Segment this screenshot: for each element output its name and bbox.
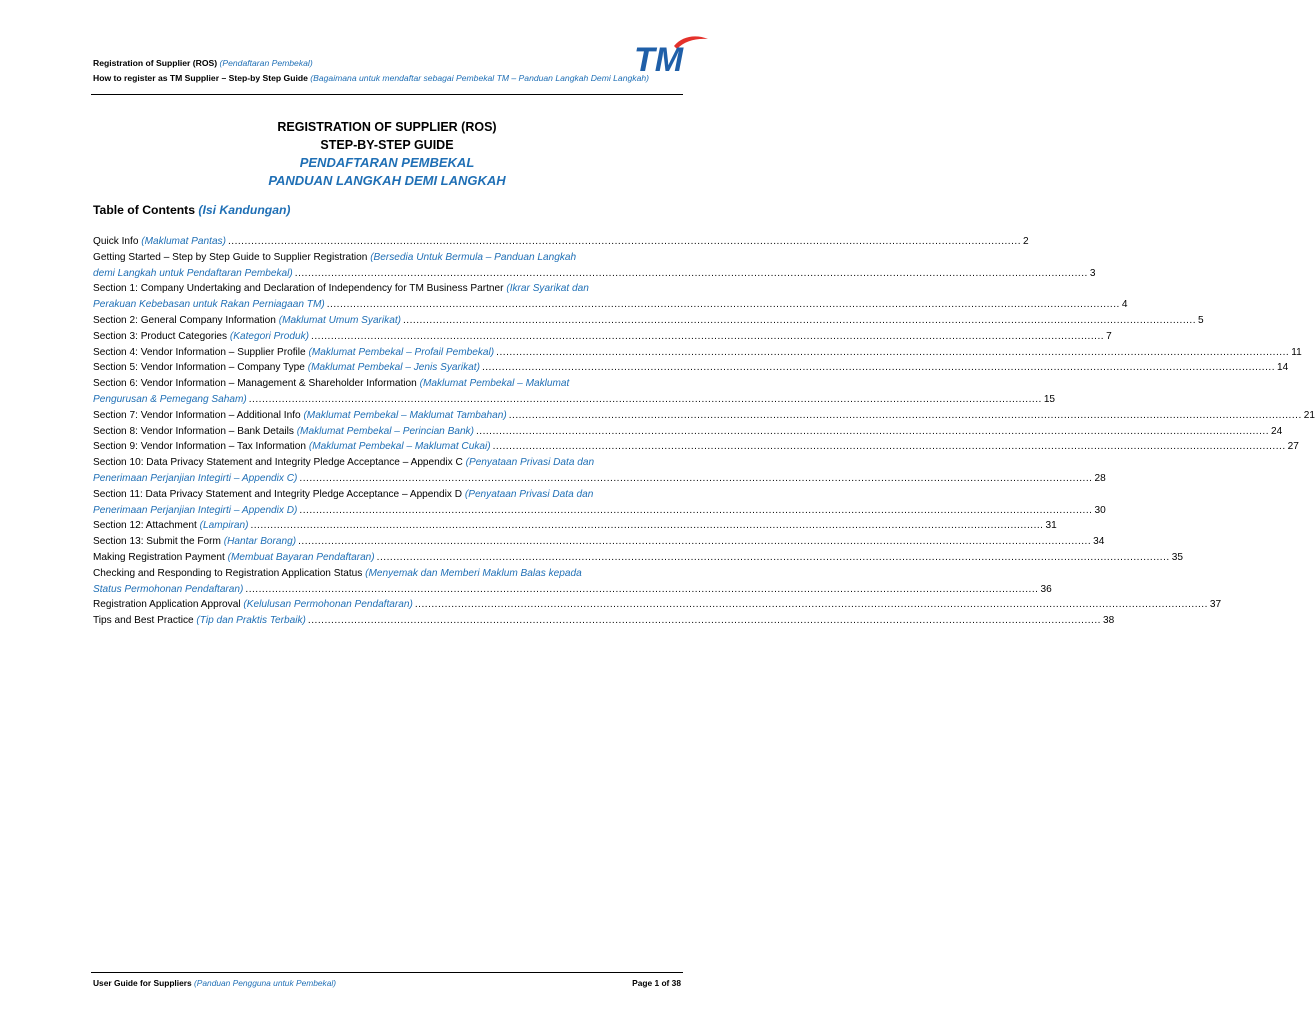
- footer-divider: [91, 972, 683, 973]
- toc-entry-label: [93, 345, 494, 361]
- toc-entry-line: [93, 582, 1052, 598]
- page-header: [93, 56, 653, 86]
- toc-page-number: 24: [1271, 425, 1283, 437]
- toc-entry[interactable]: [93, 518, 1057, 534]
- toc-entry-title-malay: Status Permohonan Pendaftaran): [93, 583, 244, 595]
- toc-entry-title-malay: (Hantar Borang): [223, 536, 297, 548]
- toc-entry-line: [93, 613, 1115, 629]
- header-doc-title-malay: (Pendaftaran Pembekal): [219, 58, 313, 68]
- toc-entry-title: Section 6: Vendor Information – Management & Shareholder Information: [93, 378, 417, 390]
- toc-entry-label: [93, 329, 309, 345]
- toc-leader-dots: [509, 408, 1302, 424]
- toc-entry-label: [93, 424, 474, 440]
- toc-entry-label: [93, 471, 297, 487]
- toc-entry-title-malay: (Maklumat Pembekal – Perincian Bank): [296, 425, 474, 437]
- toc-entry-line: [93, 597, 1222, 613]
- toc-entry-title: Section 3: Product Categories: [93, 330, 228, 342]
- toc-leader-dots: [493, 439, 1286, 455]
- toc-entry-title-malay: (Maklumat Pembekal – Profail Pembekal): [308, 346, 495, 358]
- toc-entry[interactable]: [93, 597, 1222, 613]
- toc-entry[interactable]: [93, 455, 1106, 487]
- toc-entry-line: [93, 234, 1029, 250]
- toc-entry-label: [93, 503, 297, 519]
- toc-page-number: 35: [1171, 551, 1183, 563]
- toc-entry[interactable]: [93, 376, 1056, 408]
- toc-entry[interactable]: [93, 534, 1105, 550]
- toc-entry-label: [93, 518, 248, 534]
- title-malay-1: PENDAFTARAN PEMBEKAL: [299, 155, 475, 170]
- page-footer: [93, 978, 681, 988]
- toc-entry-label: [93, 534, 296, 550]
- toc-entry-title-malay: (Maklumat Pembekal – Maklumat: [419, 378, 570, 390]
- toc-entry-title-malay: Penerimaan Perjanjian Integirti – Appendix C): [93, 472, 298, 484]
- toc-entry-title-malay: Penerimaan Perjanjian Integirti – Appendix D): [93, 504, 298, 516]
- toc-entry-label: [93, 550, 375, 566]
- toc-leader-dots: [482, 360, 1275, 376]
- toc-entry[interactable]: [93, 345, 1302, 361]
- toc-entry-title-malay: (Lampiran): [199, 520, 249, 532]
- toc-entry-title-malay: (Kategori Produk): [229, 330, 310, 342]
- toc-page-number: 14: [1277, 362, 1289, 374]
- toc-leader-dots: [245, 582, 1038, 598]
- toc-entry-title: Section 11: Data Privacy Statement and Integrity Pledge Acceptance – Appendix D: [93, 488, 463, 500]
- toc-entry[interactable]: [93, 613, 1115, 629]
- title-english-2: STEP-BY-STEP GUIDE: [320, 138, 454, 152]
- toc-heading-text: Table of Contents: [93, 203, 196, 217]
- document-titles: [91, 118, 683, 190]
- toc-leader-dots: [327, 297, 1120, 313]
- toc-page-number: 11: [1291, 346, 1302, 358]
- toc-entry[interactable]: [93, 487, 1106, 519]
- toc-entry-line: [93, 313, 1204, 329]
- toc-entry-title-malay: (Menyemak dan Memberi Maklum Balas kepada: [365, 567, 582, 579]
- toc-entry-title-malay: Pengurusan & Pemegang Saham): [93, 393, 247, 405]
- toc-entry-title: Section 9: Vendor Information – Tax Information: [93, 441, 307, 453]
- toc-page-number: 27: [1287, 441, 1299, 453]
- toc-entry-title-malay: (Ikrar Syarikat dan: [506, 283, 589, 295]
- toc-page-number: 4: [1121, 299, 1128, 311]
- toc-page-number: 28: [1094, 472, 1106, 484]
- toc-page-number: 2: [1023, 236, 1029, 247]
- toc-page-number: 7: [1106, 330, 1112, 342]
- toc-entry-title-malay: (Maklumat Pembekal – Maklumat Cukai): [308, 441, 491, 453]
- toc-entry-line: [93, 360, 1289, 376]
- toc-entry[interactable]: [93, 281, 1128, 313]
- toc-entry[interactable]: [93, 313, 1204, 329]
- header-doc-subtitle-malay: (Bagaimana untuk mendaftar sebagai Pembekal TM – Panduan Langkah Demi Langkah): [310, 73, 649, 83]
- toc-entry-title-malay: (Maklumat Pantas): [141, 236, 226, 247]
- header-divider: [91, 94, 683, 95]
- toc-entry[interactable]: [93, 360, 1289, 376]
- toc-entry-label: [93, 597, 413, 613]
- toc-entry-title-malay: (Tip dan Praktis Terbaik): [196, 615, 306, 627]
- toc-entry-line: [93, 471, 1106, 487]
- toc-leader-dots: [308, 613, 1101, 629]
- toc-entry-line: [93, 550, 1183, 566]
- toc-entry-title: Tips and Best Practice: [93, 615, 194, 627]
- toc-entry-label: [93, 582, 243, 598]
- header-line-1: [93, 56, 653, 71]
- toc-entry-label: [93, 613, 306, 629]
- toc-entry[interactable]: [93, 550, 1183, 566]
- toc-entry[interactable]: [93, 408, 1315, 424]
- toc-entry-title-malay: (Penyataan Privasi Data dan: [465, 457, 595, 469]
- header-doc-title: Registration of Supplier (ROS): [93, 58, 218, 68]
- toc-entry-first-line: [93, 455, 669, 471]
- toc-page-number: 36: [1040, 583, 1052, 595]
- toc-leader-dots: [415, 597, 1208, 613]
- toc-entry-title: Section 5: Vendor Information – Company Type: [93, 362, 305, 374]
- toc-entry-title: Getting Started – Step by Step Guide to Supplier Registration: [93, 251, 368, 263]
- toc-entry-line: [93, 297, 1128, 313]
- toc-leader-dots: [250, 518, 1043, 534]
- footer-guide-title: User Guide for Suppliers: [93, 978, 192, 988]
- toc-entry-title: Section 8: Vendor Information – Bank Details: [93, 425, 294, 437]
- toc-entry[interactable]: [93, 234, 1029, 250]
- footer-page-number: Page 1 of 38: [632, 978, 681, 988]
- toc-entry-line: [93, 266, 1096, 282]
- toc-entry-label: [93, 408, 507, 424]
- toc-heading: [93, 203, 291, 217]
- toc-entry-title: Making Registration Payment: [93, 551, 225, 563]
- toc-page-number: 34: [1093, 536, 1105, 548]
- toc-entry-label: [93, 313, 401, 329]
- toc-entry-line: [93, 424, 1283, 440]
- toc-leader-dots: [311, 329, 1104, 345]
- toc-heading-malay: (Isi Kandungan): [198, 203, 291, 217]
- toc-entry-title: Section 4: Vendor Information – Supplier Profile: [93, 346, 306, 358]
- toc-entry-label: [93, 266, 293, 282]
- toc-entry-title-malay: Perakuan Kebebasan untuk Rakan Perniagaan TM): [93, 299, 325, 311]
- toc-page-number: 21: [1303, 409, 1315, 421]
- toc-entry-title: Section 10: Data Privacy Statement and Integrity Pledge Acceptance – Appendix C: [93, 457, 463, 469]
- toc-entry-label: [93, 439, 491, 455]
- toc-entry-line: [93, 534, 1105, 550]
- toc-entry-line: [93, 518, 1057, 534]
- toc-entry[interactable]: [93, 566, 1052, 598]
- toc-entry-title: Quick Info: [93, 236, 139, 247]
- toc-page-number: 15: [1043, 393, 1056, 405]
- toc-entry-line: [93, 408, 1315, 424]
- toc-leader-dots: [299, 471, 1092, 487]
- toc-entry-first-line: [93, 487, 669, 503]
- toc-entry-line: [93, 392, 1056, 408]
- toc-page-number: 38: [1102, 615, 1115, 627]
- tm-logo-text: TM: [634, 41, 684, 79]
- toc-leader-dots: [403, 313, 1196, 329]
- toc-entry-title-malay: (Maklumat Umum Syarikat): [278, 314, 401, 326]
- toc-entry-line: [93, 503, 1106, 519]
- toc-entry[interactable]: [93, 329, 1112, 345]
- toc-entry-title: Section 7: Vendor Information – Additional Info: [93, 409, 301, 421]
- toc-entry-title-malay: (Penyataan Privasi Data dan: [464, 488, 594, 500]
- header-line-2: [93, 71, 653, 86]
- toc-leader-dots: [476, 424, 1269, 440]
- toc-entry-title-malay: (Maklumat Pembekal – Jenis Syarikat): [307, 362, 480, 374]
- toc-entry-title-malay: (Kelulusan Permohonan Pendaftaran): [243, 599, 413, 611]
- toc-entry-title: Section 12: Attachment: [93, 520, 197, 532]
- footer-guide-title-malay: (Panduan Pengguna untuk Pembekal): [194, 978, 337, 988]
- toc-page-number: 31: [1045, 520, 1057, 532]
- toc-entry-label: [93, 392, 247, 408]
- toc-entry-title: Registration Application Approval: [93, 599, 241, 611]
- toc-entry-line: [93, 345, 1302, 361]
- toc-page-number: 30: [1094, 504, 1106, 516]
- toc-entry-title: Checking and Responding to Registration Application Status: [93, 567, 363, 579]
- toc-entry-title-malay: (Bersedia Untuk Bermula – Panduan Langkah: [370, 251, 577, 263]
- toc-entry-label: [93, 297, 325, 313]
- toc-entry-first-line: [93, 376, 669, 392]
- toc-entry-first-line: [93, 250, 669, 266]
- toc-entry[interactable]: [93, 424, 1283, 440]
- toc-entry-first-line: [93, 566, 669, 582]
- toc-entry-line: [93, 439, 1299, 455]
- toc-leader-dots: [377, 550, 1170, 566]
- header-doc-subtitle: How to register as TM Supplier – Step-by Step Guide: [93, 73, 308, 83]
- toc-leader-dots: [249, 392, 1042, 408]
- toc-leader-dots: [228, 234, 1021, 250]
- toc-entry-label: [93, 360, 480, 376]
- toc-entry[interactable]: [93, 250, 1096, 282]
- toc-entry-line: [93, 329, 1112, 345]
- tm-logo: [630, 33, 710, 79]
- title-malay-2: PANDUAN LANGKAH DEMI LANGKAH: [268, 173, 506, 188]
- toc-leader-dots: [295, 266, 1088, 282]
- toc-entry-title: Section 2: General Company Information: [93, 314, 276, 326]
- toc-entry[interactable]: [93, 439, 1299, 455]
- toc-entry-title: Section 13: Submit the Form: [93, 536, 221, 548]
- toc-entry-label: [93, 234, 226, 250]
- table-of-contents: [93, 234, 1315, 629]
- toc-entry-title-malay: (Maklumat Pembekal – Maklumat Tambahan): [303, 409, 507, 421]
- toc-entry-title: Section 1: Company Undertaking and Declaration of Independency for TM Business Partner: [93, 283, 504, 295]
- toc-page-number: 37: [1209, 599, 1222, 611]
- toc-leader-dots: [299, 503, 1092, 519]
- toc-entry-first-line: [93, 281, 669, 297]
- toc-page-number: 5: [1198, 314, 1204, 326]
- toc-leader-dots: [496, 345, 1289, 361]
- toc-entry-title-malay: demi Langkah untuk Pendaftaran Pembekal): [93, 267, 293, 279]
- toc-entry-title-malay: (Membuat Bayaran Pendaftaran): [227, 551, 375, 563]
- toc-page-number: 3: [1089, 267, 1096, 279]
- toc-leader-dots: [298, 534, 1091, 550]
- title-english-1: REGISTRATION OF SUPPLIER (ROS): [277, 120, 497, 134]
